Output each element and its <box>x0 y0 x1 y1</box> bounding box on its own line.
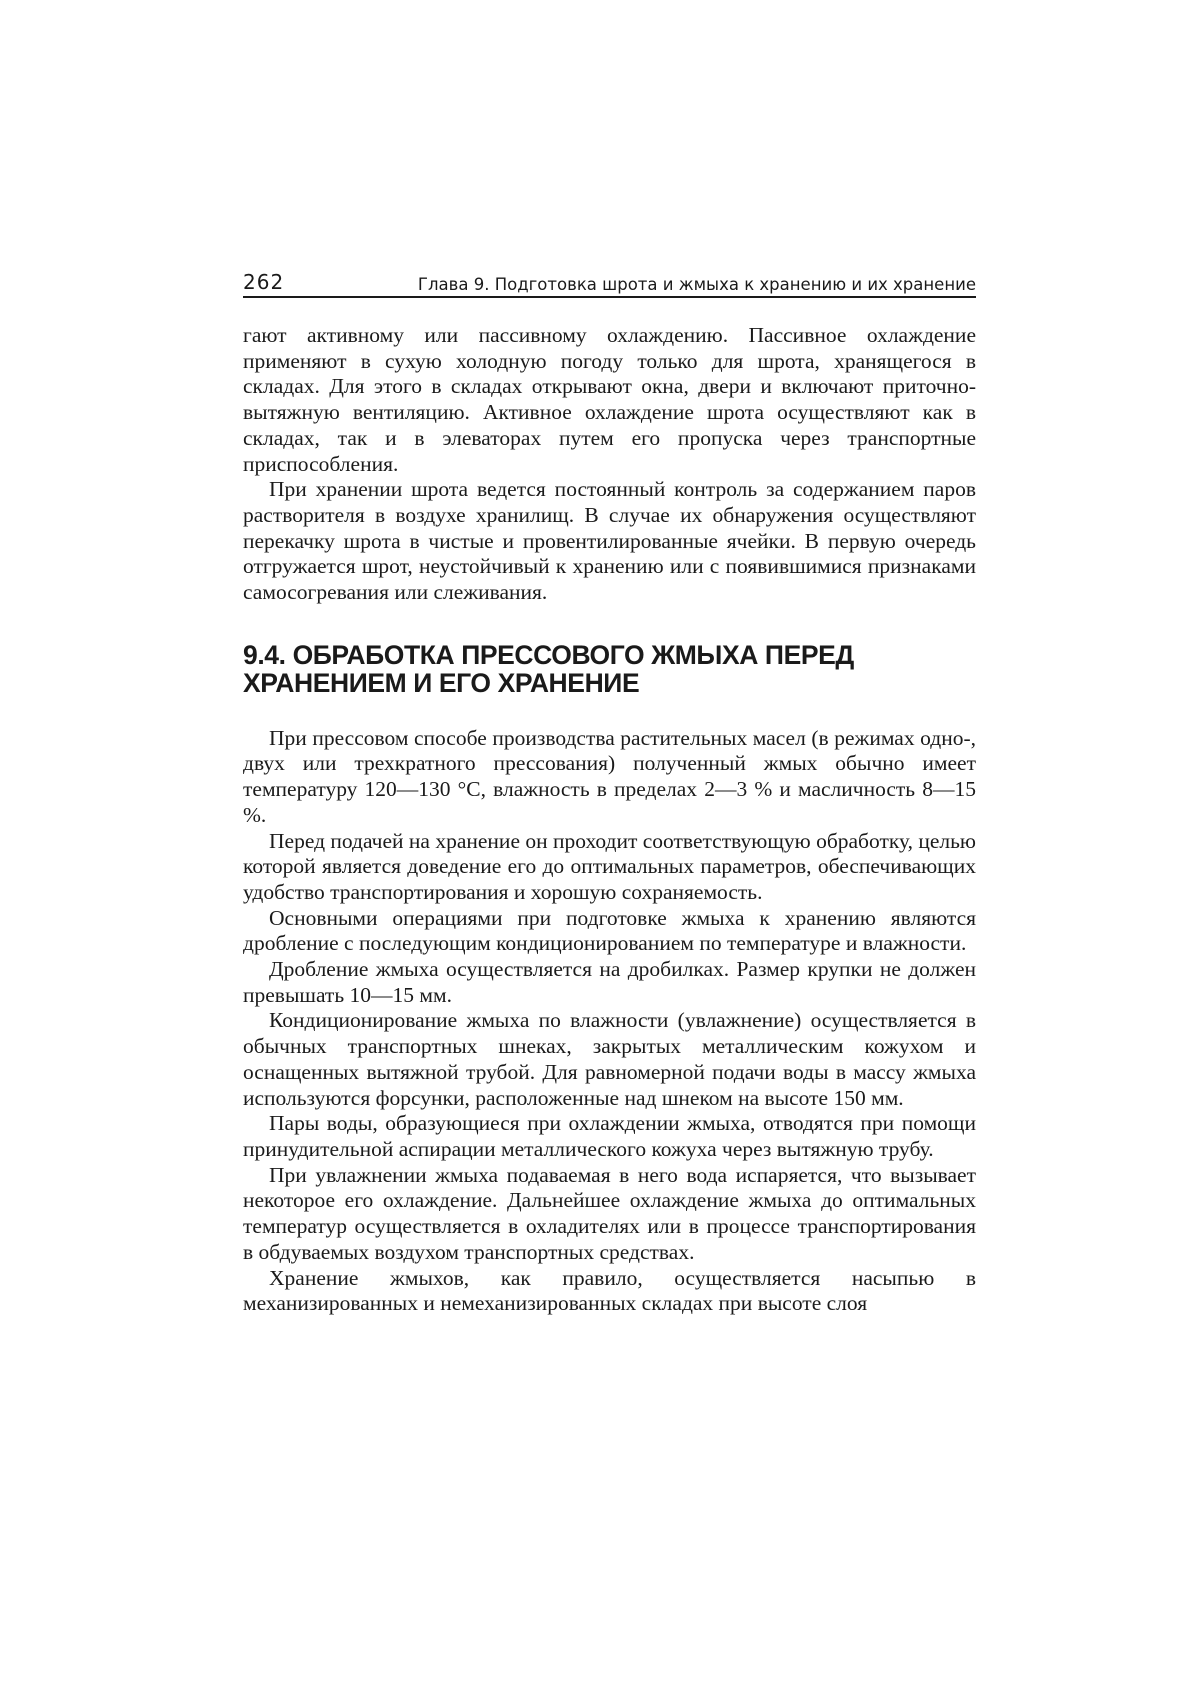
running-header <box>243 268 976 298</box>
section-heading <box>243 641 976 697</box>
paragraph: Пары воды, образующиеся при охлаждении жмыха, отводятся при помощи принудительной аспирации металлического кожуха через вытяжную трубу. <box>243 1111 976 1161</box>
paragraph: Кондиционирование жмыха по влажности (увлажнение) осуществляется в обычных транспортных шнеках, закрытых металлическим кожухом и оснащенных вытяжной трубой. Для равномерной подачи воды в массу жмыха используются форсунки, расположенные над шнеком на высоте 150 мм. <box>243 1008 976 1110</box>
paragraph: гают активному или пассивному охлаждению. Пассивное охлаждение применяют в сухую холодную погоду только для шрота, хранящегося в складах. Для этого в складах открывают окна, двери и включают приточно-вытяжную вентиляцию. Активное охлаждение шрота осуществляют как в складах, так и в элеваторах путем его пропуска через транспортные приспособления. <box>243 323 976 476</box>
chapter-title: Глава 9. Подготовка шрота и жмыха к хранению и их хранение <box>417 275 976 294</box>
paragraph: При хранении шрота ведется постоянный контроль за содержанием паров растворителя в воздухе хранилищ. В случае их обнаружения осуществляют перекачку шрота в чистые и провентилированные ячейки. В первую очередь отгружается шрот, неустойчивый к хранению или с появившимися признаками самосогревания или слеживания. <box>243 477 976 605</box>
paragraph: При увлажнении жмыха подаваемая в него вода испаряется, что вызывает некоторое его охлаждение. Дальнейшее охлаждение жмыха до оптимальных температур осуществляется в охладителях или в процессе транспортирования в обдуваемых воздухом транспортных средствах. <box>243 1162 976 1264</box>
text-block-before <box>243 323 976 606</box>
paragraph: При прессовом способе производства растительных масел (в режимах одно-, двух или трехкратного прессования) полученный жмых обычно имеет температуру 120—130 °С, влажность в пределах 2—3 % и масличность 8—15 %. <box>243 725 976 827</box>
paragraph: Основными операциями при подготовке жмыха к хранению являются дробление с последующим кондиционированием по температуре и влажности. <box>243 905 976 956</box>
paragraph: Дробление жмыха осуществляется на дробилках. Размер крупки не должен превышать 10—15 мм. <box>243 957 976 1007</box>
section-heading-line: 9.4. ОБРАБОТКА ПРЕССОВОГО ЖМЫХА ПЕРЕД <box>243 639 854 670</box>
text-block-after <box>243 726 976 1317</box>
paragraph: Перед подачей на хранение он проходит соответствующую обработку, целью которой является доведение его до оптимальных параметров, обеспечивающих удобство транспортирования и хорошую сохраняемость. <box>243 828 976 904</box>
section-heading-line: ХРАНЕНИЕМ И ЕГО ХРАНЕНИЕ <box>243 667 640 698</box>
page-number: 262 <box>243 270 285 294</box>
paragraph: Хранение жмыхов, как правило, осуществляется насыпью в механизированных и немеханизированных складах при высоте слоя <box>243 1265 976 1316</box>
book-page <box>243 268 976 1317</box>
